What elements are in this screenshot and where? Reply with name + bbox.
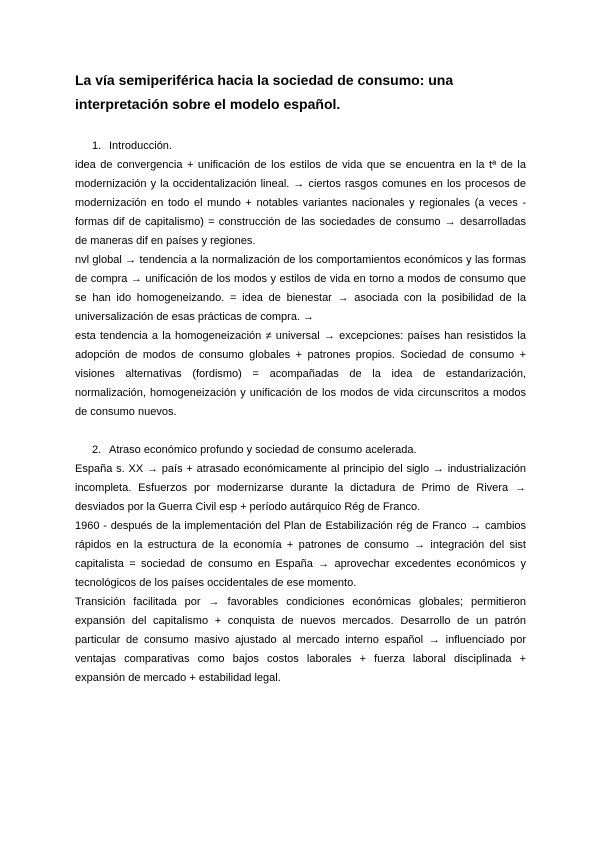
- section-number: 2.: [92, 444, 102, 456]
- section-heading: [92, 441, 526, 460]
- section-heading: [92, 137, 526, 156]
- section-heading-text: Introducción.: [109, 140, 172, 152]
- section-number: 1.: [92, 140, 102, 152]
- paragraph: España s. XX → país + atrasado económicamente al principio del siglo → industrialización incompleta. Esfuerzos por modernizarse durante la dictadura de Primo de Rivera → desviados por la Guerra Civil esp + período autárquico Rég de Franco.: [75, 463, 526, 513]
- paragraph: 1960 - después de la implementación del Plan de Estabilización rég de Franco → cambios rápidos en la estructura de la economía + patrones de consumo → integración del sist capitalista = sociedad de consumo en España → aprovechar excedentes económicos y tecnológicos de los países occidentales de ese momento.: [75, 520, 526, 589]
- document-body: [75, 137, 526, 688]
- section-spacer: [75, 422, 526, 441]
- section-atraso-economico: [75, 441, 526, 688]
- paragraph: Transición facilitada por → favorables condiciones económicas globales; permitieron expansión del capitalismo + conquista de nuevos mercados. Desarrollo de un patrón particular de consumo masivo ajustado al mercado interno español → influenciado por ventajas comparativas como bajos costos laborales + fuerza laboral disciplinada + expansión de mercado + estabilidad legal.: [75, 596, 526, 684]
- document-title: La vía semiperiférica hacia la sociedad de consumo: una interpretación sobre el modelo español.: [75, 72, 454, 112]
- paragraph: nvl global → tendencia a la normalización de los comportamientos económicos y las formas de compra → unificación de los modos y estilos de vida en torno a modos de consumo que se han ido homogeneizando. = idea de bienestar → asociada con la posibilidad de la universalización de esas prácticas de compra. →: [75, 254, 526, 323]
- section-heading-text: Atraso económico profundo y sociedad de consumo acelerada.: [109, 444, 417, 456]
- paragraph: esta tendencia a la homogeneización ≠ universal → excepciones: países han resistidos la adopción de modos de consumo globales + patrones propios. Sociedad de consumo + visiones alternativas (fordismo) = acompañadas de la idea de estandarización, normalización, homogeneización y unificación de los modos de vida circunscritos a modos de consumo nuevos.: [75, 330, 526, 418]
- paragraph: idea de convergencia + unificación de los estilos de vida que se encuentra en la tª de la modernización y la occidentalización lineal. → ciertos rasgos comunes en los procesos de modernización en todo el mundo + notables variantes nacionales y regionales (a veces - formas dif de capitalismo) = construcción de las sociedades de consumo → desarrolladas de maneras dif en países y regiones.: [75, 159, 526, 247]
- section-introduction: [75, 137, 526, 422]
